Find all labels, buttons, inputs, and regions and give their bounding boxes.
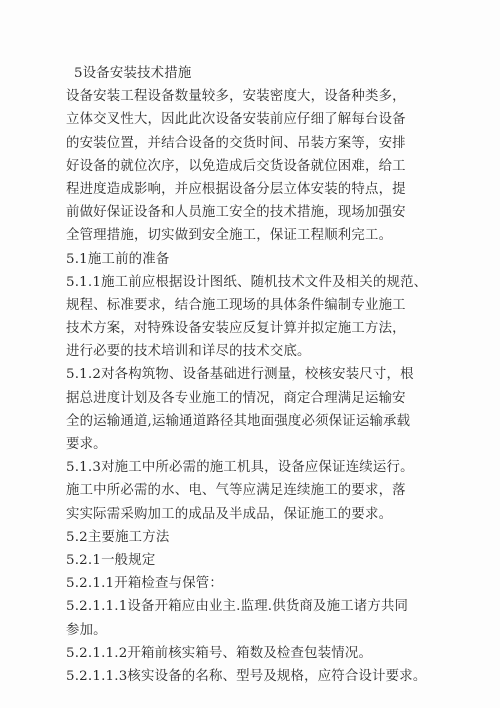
- text-line: 进行必要的技术培训和详尽的技术交底。: [66, 344, 311, 360]
- text-line: 全管理措施，切实做到安全施工，保证工程顺利完工。: [66, 228, 393, 244]
- subsection-heading: 5.2.1.1开箱检查与保管：: [66, 576, 223, 592]
- text-line: 5.2.1.1.3核实设备的名称、型号及规格，应符合设计要求。: [66, 668, 427, 684]
- text-line: 5.2.1.1.2开箱前核实箱号、箱数及检查包装情况。: [66, 645, 373, 661]
- subsection-heading: 5.2.1一般规定: [66, 552, 156, 568]
- section-heading: 5.1施工前的准备: [66, 251, 170, 267]
- text-line: 参加。: [66, 622, 107, 638]
- text-line: 前做好保证设备和人员施工安全的技术措施，现场加强安: [66, 205, 406, 221]
- text-line: 施工中所必需的水、电、气等应满足连续施工的要求，落: [66, 483, 406, 499]
- text-line: 5.1.2对各构筑物、设备基础进行测量，校核安装尺寸，根: [66, 367, 414, 383]
- text-line: 据总进度计划及各专业施工的情况，商定合理满足运输安: [66, 390, 406, 406]
- document-body: [66, 62, 466, 688]
- text-line: 5.2.1.1.1设备开箱应由业主.监理.供货商及施工诸方共同: [66, 599, 409, 615]
- text-line: 设备安装工程设备数量较多，安装密度大，设备种类多，: [66, 89, 406, 105]
- text-line: 好设备的就位次序，以免造成后交货设备就位困难，给工: [66, 158, 406, 174]
- section-heading: 5.2主要施工方法: [66, 529, 170, 545]
- text-line: 要求。: [66, 437, 107, 452]
- text-line: 5.1.1施工前应根据设计图纸、随机技术文件及相关的规范、: [66, 274, 428, 290]
- section-heading: 5设备安装技术措施: [74, 66, 192, 81]
- text-line: 的安装位置，并结合设备的交货时间、吊装方案等，安排: [66, 135, 406, 151]
- text-line: 5.1.3对施工中所必需的施工机具，设备应保证连续运行。: [66, 460, 414, 476]
- text-line: 立体交叉性大，因此此次设备安装前应仔细了解每台设备: [66, 112, 406, 128]
- text-line: 规程、标准要求，结合施工现场的具体条件编制专业施工: [66, 297, 406, 313]
- text-line: 程进度造成影响，并应根据设备分层立体安装的特点，提: [66, 181, 406, 197]
- text-line: 全的运输通道,运输通道路径其地面强度必须保证运输承载: [66, 413, 411, 429]
- text-line: 实实际需采购加工的成品及半成品，保证施工的要求。: [66, 506, 393, 522]
- text-line: 技术方案，对特殊设备安装应反复计算并拟定施工方法，: [66, 321, 406, 337]
